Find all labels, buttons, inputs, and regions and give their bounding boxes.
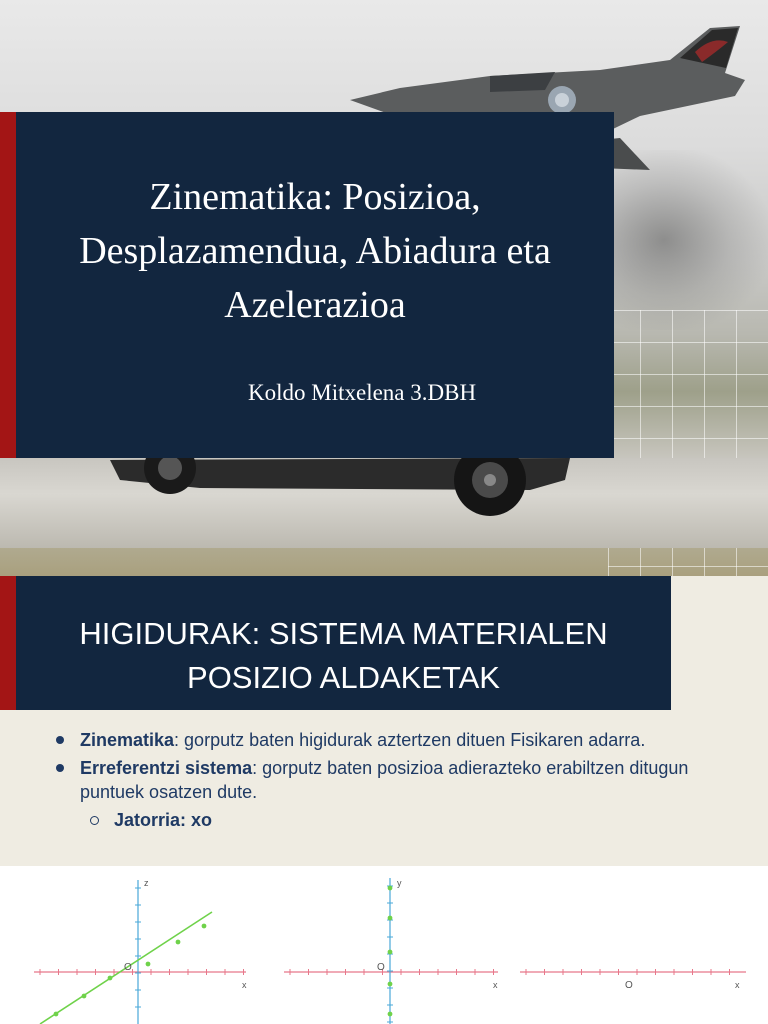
- list-item: [56, 756, 736, 804]
- title-line: Zinematika: Posizioa,: [149, 176, 481, 218]
- bullet-term: Erreferentzi sistema: [80, 758, 253, 778]
- title-box: [16, 112, 614, 458]
- x-axis-label: x: [493, 980, 498, 990]
- bullet-icon: [56, 764, 64, 772]
- bullet-term: Zinematika: [80, 730, 175, 750]
- sub-bullet-text: Jatorria: xo: [114, 810, 213, 830]
- author-label: Koldo Mitxelena 3.DBH: [248, 380, 477, 405]
- line-point: [54, 1012, 59, 1017]
- origin-label: O: [377, 962, 385, 973]
- title-line: Desplazamendua, Abiadura eta: [79, 230, 551, 272]
- bullet-icon: [56, 736, 64, 744]
- x-axis-label: x: [735, 980, 740, 990]
- bullet-list: [56, 728, 736, 832]
- sub-list-item: [56, 808, 736, 832]
- axes-diagrams: [0, 866, 768, 1024]
- y-axis-label: y: [397, 878, 402, 888]
- bullet-text: : gorputz baten posizioa adierazteko erabiltzen ditugun puntuek osatzen dute.: [80, 758, 689, 802]
- line-point: [202, 924, 207, 929]
- line-point: [108, 976, 113, 981]
- accent-bar: [0, 576, 16, 710]
- content-slide: [0, 576, 768, 866]
- x-axis-label: x: [242, 980, 247, 990]
- accent-bar: [0, 112, 16, 458]
- origin-label: O: [124, 962, 132, 973]
- axis-point: [388, 886, 393, 891]
- sub-bullet-icon: [90, 816, 99, 825]
- slide-title: [16, 170, 614, 332]
- slide-heading: [16, 612, 671, 700]
- z-axis-label: z: [144, 878, 149, 888]
- bullet-text: : gorputz baten higidurak aztertzen dituen Fisikaren adarra.: [174, 730, 646, 750]
- axis-point: [388, 950, 393, 955]
- origin-label: O: [625, 980, 633, 991]
- axis-point: [388, 916, 393, 921]
- axes-diagrams-svg: [0, 866, 768, 1024]
- list-item: [56, 728, 736, 752]
- axis-point: [388, 982, 393, 987]
- line-point: [82, 994, 87, 999]
- title-line: Azelerazioa: [224, 284, 406, 326]
- line-point: [146, 962, 151, 967]
- heading-box: [16, 576, 671, 710]
- axis-point: [388, 1012, 393, 1017]
- heading-line: POSIZIO ALDAKETAK: [187, 660, 500, 695]
- heading-line: HIGIDURAK: SISTEMA MATERIALEN: [79, 616, 608, 651]
- line-point: [176, 940, 181, 945]
